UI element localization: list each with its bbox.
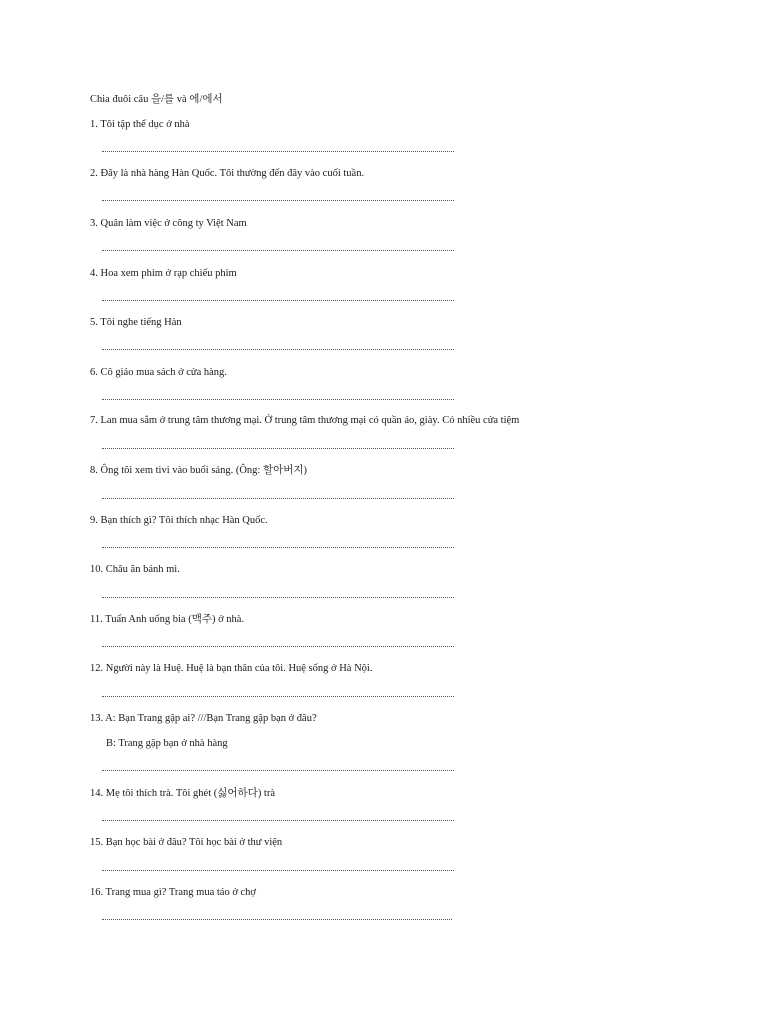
question-13b: B: Trang gặp bạn ở nhà hàng: [106, 738, 228, 749]
answer-line-2: [102, 200, 454, 201]
answer-line-4: [102, 300, 454, 301]
question-15: 15. Bạn học bài ở đâu? Tôi học bài ở thư viện: [90, 837, 283, 848]
answer-line-1: [102, 151, 454, 152]
answer-line-16: [102, 919, 452, 920]
question-1: 1. Tôi tập thể dục ở nhà: [90, 119, 190, 130]
question-3: 3. Quân làm việc ở công ty Việt Nam: [90, 218, 247, 229]
question-7: 7. Lan mua sắm ở trung tâm thương mại. Ở trung tâm thương mại có quần áo, giày. Có nhiều cửa tiệm: [90, 415, 520, 426]
answer-line-14: [102, 820, 454, 821]
answer-line-11: [102, 646, 454, 647]
answer-line-12: [102, 696, 454, 697]
question-2: 2. Đây là nhà hàng Hàn Quốc. Tôi thường đến đây vào cuối tuần.: [90, 168, 365, 179]
answer-line-15: [102, 870, 454, 871]
answer-line-8: [102, 498, 454, 499]
answer-line-10: [102, 597, 454, 598]
question-8: 8. Ông tôi xem tivi vào buổi sáng. (Ông: 할아버지): [90, 465, 308, 476]
answer-line-9: [102, 547, 454, 548]
answer-line-6: [102, 399, 454, 400]
question-13a: 13. A: Bạn Trang gặp ai? ///Bạn Trang gặp bạn ở đâu?: [90, 713, 317, 724]
answer-line-5: [102, 349, 454, 350]
question-6: 6. Cô giáo mua sách ở cửa hàng.: [90, 367, 227, 378]
worksheet-title: Chia đuôi câu 을/를 và 에/에서: [90, 94, 223, 105]
question-16: 16. Trang mua gì? Trang mua táo ở chợ: [90, 887, 256, 898]
question-10: 10. Châu ăn bánh mì.: [90, 564, 180, 575]
question-14: 14. Mẹ tôi thích trà. Tôi ghét (싫어하다) trà: [90, 788, 276, 799]
answer-line-7: [102, 448, 454, 449]
question-9: 9. Bạn thích gì? Tôi thích nhạc Hàn Quốc.: [90, 515, 268, 526]
question-4: 4. Hoa xem phim ở rạp chiếu phim: [90, 268, 237, 279]
question-11: 11. Tuấn Anh uống bia (맥주) ở nhà.: [90, 614, 245, 625]
question-5: 5. Tôi nghe tiếng Hàn: [90, 317, 182, 328]
answer-line-13: [102, 770, 454, 771]
question-12: 12. Người này là Huệ. Huệ là bạn thân của tôi. Huệ sống ở Hà Nội.: [90, 663, 373, 674]
answer-line-3: [102, 250, 454, 251]
